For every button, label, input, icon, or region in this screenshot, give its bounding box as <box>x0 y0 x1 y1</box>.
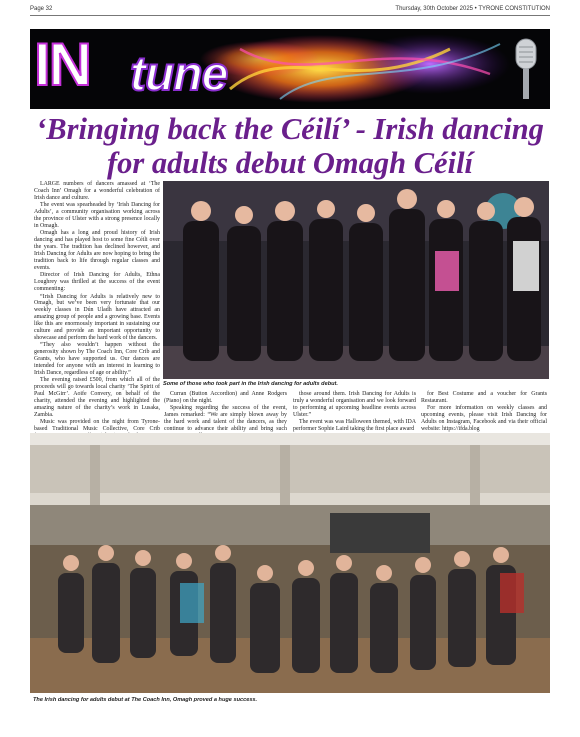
headline: ‘Bringing back the Céilí’ - Irish dancing for adults debut Omagh Céilí <box>36 112 544 180</box>
paragraph: LARGE numbers of dancers amassed at ‘The Coach Inn’ Omagh for a wonderful celebration of Irish dance and culture. <box>34 181 160 201</box>
banner-artwork <box>30 29 550 109</box>
body-column-4 <box>421 391 547 433</box>
paragraph: for Best Costume and a voucher for Grants Restaurant. <box>421 391 547 404</box>
photo-caption: Some of those who took part in the Irish dancing for adults debut. <box>163 381 338 387</box>
body-column-3 <box>293 391 416 433</box>
paragraph: The evening raised £500, from which all of the proceeds will go towards local charity ‘The Spirit of Paul McGirr’. Aoife Convery, on behalf of the charity, attended the evening and highlighted the amazing nature of the charity’s work in Lusaka, Zambia. <box>34 377 160 418</box>
paragraph: Speaking regarding the success of the event, James remarked: “We are simply blown away by the hard work and talent of the dancers, as they continue to advance their ability and bring such <box>164 405 287 433</box>
photo-caption: The Irish dancing for adults debut at The Coach Inn, Omagh proved a huge success. <box>33 697 258 703</box>
page-number: Page 32 <box>30 6 53 12</box>
paragraph: Director of Irish Dancing for Adults, Ethna Loughrey was thrilled at the success of the event commenting: <box>34 272 160 293</box>
paragraph: For more information on weekly classes and upcoming events, please visit Irish Dancing for Adults on Instagram, Facebook and via their official website: https://ifda.blog <box>421 405 547 433</box>
logo-prefix: IN <box>34 31 90 98</box>
top-rule <box>30 15 550 16</box>
paragraph: Omagh has a long and proud history of Irish dancing and has played host to some fine Céili over the years. The tradition has declined however, and Irish Dancing for Adults are now hoping to bring the tradition back to life through regular classes and events. <box>34 230 160 271</box>
paragraph: Music was provided on the night from Tyrone-based Traditional Music Collective, Core Crib <box>34 419 160 433</box>
paragraph: The event was spearheaded by ‘Irish Dancing for Adults’, a community organisation working across the province of Ulster with a strong presence locally in Omagh. <box>34 202 160 229</box>
microphone-icon <box>516 39 536 99</box>
body-column-1 <box>34 181 160 441</box>
paragraph: “They also wouldn’t happen without the generosity shown by The Coach Inn, Core Crib and Grants, who have supported us. Our dances are intended for anyone with an interest in learning to Irish Dance, regardless of age or ability.” <box>34 342 160 376</box>
paragraph: “Irish Dancing for Adults is relatively new to Omagh, but we’ve been very fortunate that our weekly classes in Dún Uladh have attracted an amazing group of people and a growing base. Events like this are enormously important in sustaining our culture and provide an important opportunity to showcase and perform the hard work of the dancers. <box>34 293 160 341</box>
paragraph: those around them. Irish Dancing for Adults is truly a wonderful organisation and we look forward to performing at upcoming headline events across Ulster.” <box>293 391 416 418</box>
paragraph: The event was was Halloween themed, with IDA performer Sophie Laird taking the first place award <box>293 419 416 433</box>
logo-word: tune <box>130 48 228 101</box>
paragraph: Curran (Button Accordion) and Anne Rodgers (Piano) on the night. <box>164 391 287 404</box>
group-photo-costumes <box>163 181 549 379</box>
group-photo-hall <box>30 433 550 693</box>
section-banner <box>30 29 550 109</box>
dateline: Thursday, 30th October 2025 • TYRONE CONSTITUTION <box>395 6 550 12</box>
